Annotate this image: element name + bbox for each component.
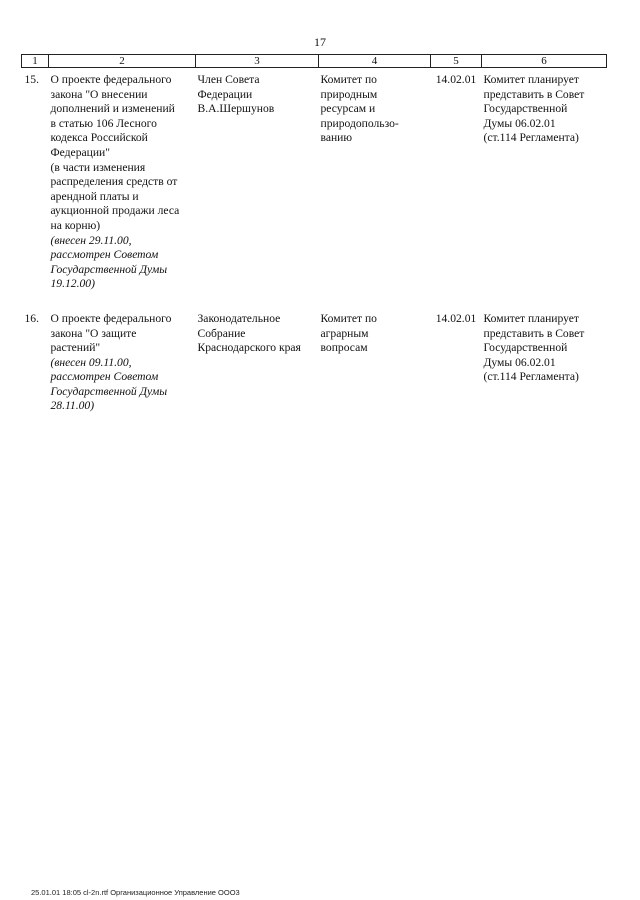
bill-title-line: в статью 106 Лесного bbox=[50, 116, 157, 130]
bill-status-line: рассмотрен Советом bbox=[50, 248, 159, 262]
subject-line: Краснодарского края bbox=[197, 341, 301, 355]
committee-cell bbox=[319, 68, 431, 292]
bill-title-line: закона "О защите bbox=[50, 326, 137, 340]
committee-line: природопользо- bbox=[320, 116, 399, 130]
bill-status-line: Государственной Думы bbox=[50, 262, 168, 276]
note-line: Комитет планирует bbox=[483, 73, 579, 86]
subject-line: Собрание bbox=[197, 326, 246, 340]
note-cell bbox=[482, 68, 607, 292]
committee-line: Комитет по bbox=[320, 73, 377, 86]
column-header-5: 5 bbox=[431, 55, 482, 68]
bill-title-line: О проекте федерального bbox=[50, 73, 172, 86]
subject-line: Член Совета bbox=[197, 73, 260, 86]
date-cell: 14.02.01 bbox=[435, 311, 477, 325]
bill-status-line: (внесен 09.11.00, bbox=[50, 355, 132, 369]
bill-title-line: на корню) bbox=[50, 218, 101, 232]
bill-title-line: дополнений и изменений bbox=[50, 102, 175, 116]
committee-line: аграрным bbox=[320, 326, 369, 340]
page-number: 17 bbox=[314, 35, 326, 49]
row-number: 16. bbox=[24, 311, 39, 325]
note-line: Думы 06.02.01 bbox=[483, 355, 556, 369]
bill-title-line: О проекте федерального bbox=[50, 311, 172, 325]
bill-title-line: Федерации" bbox=[50, 145, 110, 159]
bill-title-line: растений" bbox=[50, 341, 101, 355]
bill-title-line: (в части изменения bbox=[50, 160, 146, 174]
column-header-4: 4 bbox=[319, 55, 431, 68]
table-header-row bbox=[22, 55, 607, 68]
note-line: представить в Совет bbox=[483, 326, 585, 340]
bills-table bbox=[21, 54, 607, 414]
column-header-3: 3 bbox=[196, 55, 319, 68]
column-header-1: 1 bbox=[22, 55, 49, 68]
bill-status-line: 28.11.00) bbox=[50, 399, 95, 413]
note-line: Государственной bbox=[483, 341, 568, 355]
bill-title-line: кодекса Российской bbox=[50, 131, 148, 145]
bill-title-line: аукционной продажи леса bbox=[50, 204, 180, 218]
table-row bbox=[22, 292, 607, 414]
column-header-2: 2 bbox=[49, 55, 196, 68]
document-footer: 25.01.01 18:05 cl-2n.rtf Организационное Управление ООО3 bbox=[31, 888, 240, 897]
committee-line: ресурсам и bbox=[320, 102, 376, 116]
committee-line: природным bbox=[320, 87, 378, 101]
column-header-6: 6 bbox=[482, 55, 607, 68]
bill-status-line: Государственной Думы bbox=[50, 384, 168, 398]
bill-title-line: арендной платы и bbox=[50, 189, 139, 203]
committee-line: Комитет по bbox=[320, 311, 377, 325]
bill-title-line: распределения средств от bbox=[50, 175, 178, 189]
subject-cell bbox=[196, 68, 319, 292]
note-line: Думы 06.02.01 bbox=[483, 116, 556, 130]
committee-line: ванию bbox=[320, 131, 353, 145]
bill-status-line: 19.12.00) bbox=[50, 277, 95, 291]
subject-line: Законодательное bbox=[197, 311, 281, 325]
bill-title-line: закона "О внесении bbox=[50, 87, 148, 101]
note-cell bbox=[482, 292, 607, 414]
subject-line: Федерации bbox=[197, 87, 253, 101]
committee-line: вопросам bbox=[320, 341, 368, 355]
bill-status-line: (внесен 29.11.00, bbox=[50, 233, 132, 247]
committee-cell bbox=[319, 292, 431, 414]
subject-line: В.А.Шершунов bbox=[197, 102, 275, 116]
row-number: 15. bbox=[24, 73, 39, 86]
note-line: (ст.114 Регламента) bbox=[483, 131, 579, 145]
bill-title-cell bbox=[49, 68, 196, 292]
note-line: (ст.114 Регламента) bbox=[483, 370, 579, 384]
date-cell: 14.02.01 bbox=[435, 73, 477, 86]
note-line: Государственной bbox=[483, 102, 568, 116]
subject-cell bbox=[196, 292, 319, 414]
note-line: представить в Совет bbox=[483, 87, 585, 101]
bill-title-cell bbox=[49, 292, 196, 414]
bill-status-line: рассмотрен Советом bbox=[50, 370, 159, 384]
note-line: Комитет планирует bbox=[483, 311, 579, 325]
table-row bbox=[22, 68, 607, 292]
